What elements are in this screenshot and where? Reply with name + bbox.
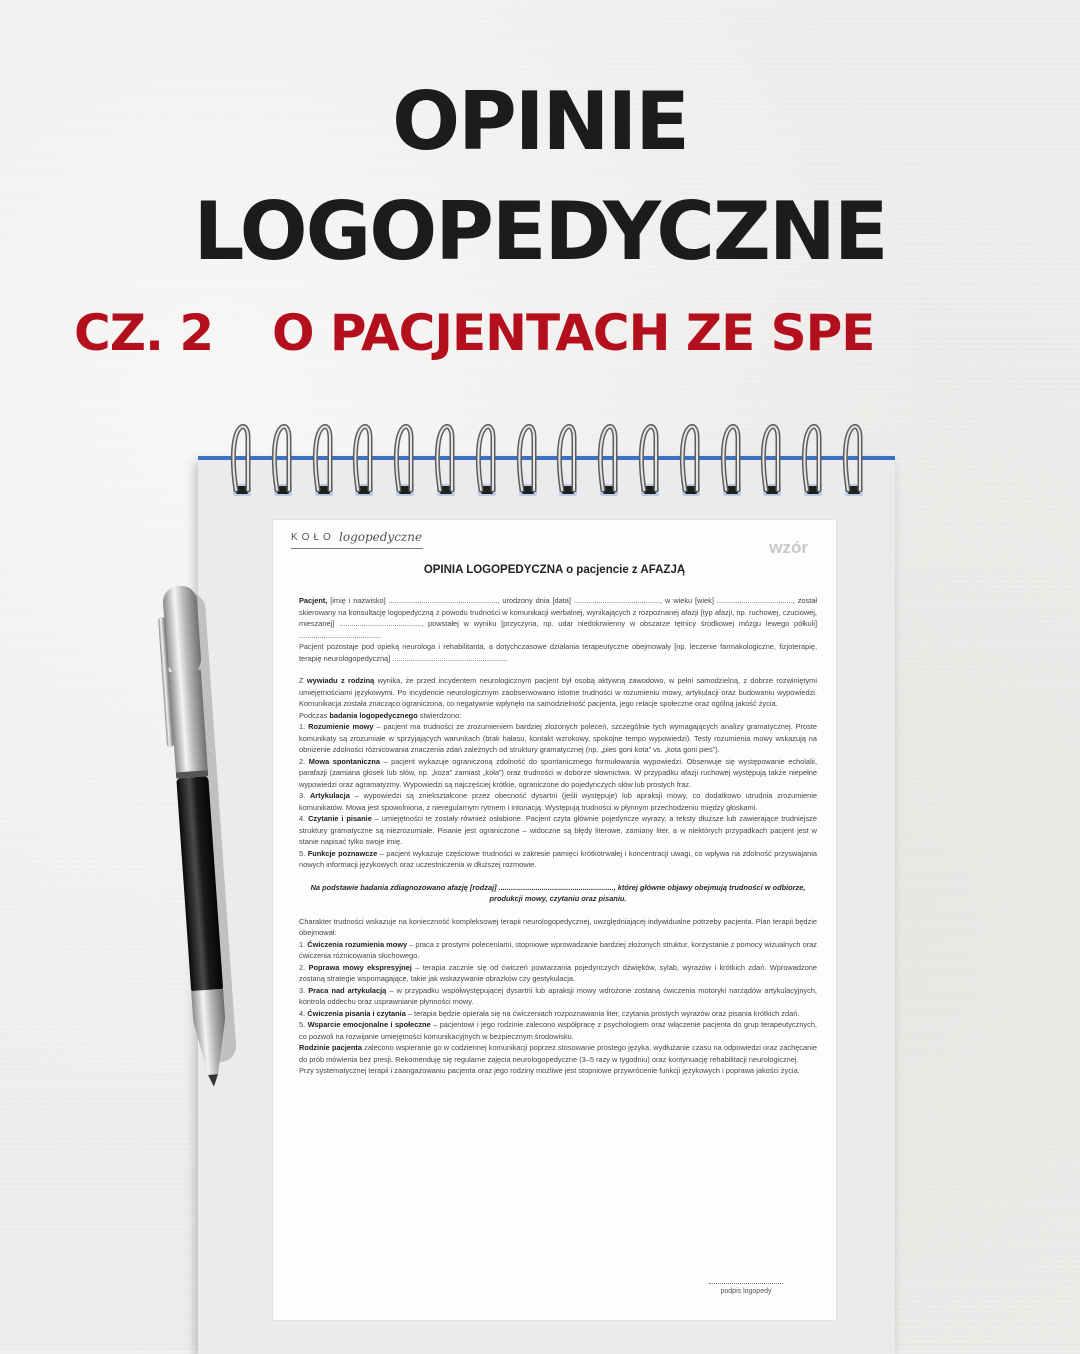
signature-label: podpis logopedy [720,1288,772,1295]
paragraph-family: Rodzinie pacjenta zalecono wspieranie go w codziennej komunikacji poprzez stosowanie prostego języka, wydłużanie czasu na odpowiedzi oraz zachęcanie do prób mówienia bez presji. Rekomenduję się regularne zajęcia neurologopedyczne (3–5 razy w tygodniu) oraz kontynuację rehabilitacji neurologicznej. [299,1043,817,1064]
binding-ring [393,424,417,500]
binding-ring [434,424,458,500]
title-line-2: LOGOPEDYCZNE [193,185,887,278]
finding-item: 3. Artykulacja – wypowiedzi są zniekształcone przez obecność dysartrii (jeśli występuje) lub apraksji mowy, co dodatkowo utrudnia zrozumienie komunikatów. Mowa jest spowolniona, z nieregularnym rytmem i intonacją. Występują trudności w płynnym przechodzeniu między głoskami. [299,791,817,812]
document-body [299,595,817,1077]
binding-ring [638,424,662,500]
finding-item: 4. Czytanie i pisanie – umiejętności te zostały również osłabione. Pacjent czyta głównie pojedyncze wyrazy, a teksty dłuższe lub zawierające trudniejsze struktury gramatyczne są niezrozumiałe. Pisanie jest ograniczone – widoczne są błędy literowe, zamiany liter, a w niektórych przypadkach pacjent jest w stanie napisać tylko swoje imię. [299,814,817,846]
diagnosis: Na podstawie badania zdiagnozowano afazję [rodzaj] ........................................................, której główne objawy obejmują trudności w odbiorze, produkcji mowy, czytaniu oraz pisaniu. [310,882,806,903]
pen-icon [150,575,250,1115]
binding-ring [801,424,825,500]
binding-ring [842,424,866,500]
binding-ring [597,424,621,500]
paragraph-exam-intro: Podczas badania logopedycznego stwierdzono: [299,710,462,720]
finding-item: 5. Funkcje poznawcze – pacjent wykazuje częściowe trudności w zakresie pamięci krótkotrwałej i koncentracji uwagi, co wpływa na zdolność przyswajania nowych informacji językowych oraz uczestniczenia w dłuższej rozmowie. [299,848,817,869]
binding-ring [760,424,784,500]
binding-ring [475,424,499,500]
plan-item: 4. Ćwiczenia pisania i czytania – terapia będzie opierała się na ćwiczeniach rozpoznawania liter, czytania prostych wyrazów oraz pisania krótkich zdań. [299,1008,800,1018]
paragraph-interview: Z wywiadu z rodziną wynika, że przed incydentem neurologicznym pacjent był osobą aktywną zawodowo, w pełni samodzielną, z dobrze rozwiniętymi umiejętnościami językowymi. Po incydencie neurologicznym zaobserwowano istotne trudności w rozumieniu mowy, artykulacji oraz budowaniu wypowiedzi. Komunikacja została znacząco ograniczona, co negatywnie wpłynęło na samodzielność pacjenta, jego relacje społeczne oraz ogólną jakość życia. [299,676,817,708]
binding-ring [556,424,580,500]
finding-item: 2. Mowa spontaniczna – pacjent wykazuje ograniczoną zdolność do spontanicznego formułowania wypowiedzi. Obserwuje się występowanie echolalii, parafazji (zamiana głosek lub słów, np. „koza” zamiast „koła”) oraz trudności w doborze słownictwa. W przypadku afazji ruchowej występują także niepełne wypowiedzi oraz agramatyzmy. Wypowiedzi są najczęściej krótkie, ograniczone do pojedynczych słów lub prostych fraz. [299,756,818,789]
plan-item: 2. Poprawa mowy ekspresyjnej – terapia zacznie się od ćwiczeń powtarzania pojedynczych dźwięków, sylab, wyrazów i krótkich zdań. Wprowadzone zostaną strategie wspomagające, takie jak wskazywanie obrazków czy gestykulacja. [299,962,818,983]
paragraph-therapy-intro: Charakter trudności wskazuje na konieczność kompleksowej terapii neurologopedycznej, uwzględniającej indywidualne potrzeby pacjenta. Plan terapii będzie obejmował: [299,916,817,937]
document-title: OPINIA LOGOPEDYCZNA o pacjencie z AFAZJĄ [423,564,686,576]
finding-item: 1. Rozumienie mowy – pacjent ma trudności ze zrozumieniem bardziej złożonych poleceń, szczególnie tych wymagających analizy gramatycznej. Proste komunikaty są zrozumiałe w sprzyjających warunkach (brak hałasu, kontakt wzrokowy, spokojne tempo wypowiedzi). Testy rozumienia mowy wskazują na obniżenie zdolności różnicowania znaczenia zdań zależnych od struktury gramatycznej (np. „pies goni kota” vs. „kota goni pies”). [299,722,817,754]
logo-underline [291,548,423,549]
binding-ring [679,424,703,500]
watermark: wzór [769,538,808,557]
plan-item: 3. Praca nad artykulacją – w przypadku współwystępującej dysartrii lub apraksji mowy wdrożone zostaną ćwiczenia motoryki narządów artykulacyjnych, kontrola oddechu oraz usprawnianie płynności mowy. [299,985,817,1006]
spiral-binding [230,424,870,504]
plan-item: 5. Wsparcie emocjonalne i społeczne – pacjentowi i jego rodzinie zalecono współpracę z psychologiem oraz włączenie pacjenta do grup terapeutycznych, co pozwoli na rozwijanie umiejętności komunikacyjnych w bezpiecznym środowisku. [299,1020,817,1041]
subtitle: O PACJENTACH ZE SPE [272,304,875,362]
part-label: CZ. 2 [74,304,214,362]
binding-ring [312,424,336,500]
binding-ring [271,424,295,500]
paragraph-care: Pacjent pozostaje pod opieką neurologa i rehabilitanta, a dotychczasowe działania terapeutyczne obejmowały [np. leczenie farmakologiczne, fizjoterapię, terapię neurologopedyczną] ........................................................ [299,642,817,663]
plan-item: 1. Ćwiczenia rozumienia mowy – praca z prostymi poleceniami, stopniowe wprowadzanie bardziej złożonych struktur, korzystanie z pomocy wizualnych oraz ćwiczenia różnicowania słuchowego. [299,939,817,960]
binding-ring [516,424,540,500]
binding-ring [352,424,376,500]
logo-script: logopedyczne [339,530,423,544]
signature-line [709,1283,783,1284]
title-line-1: OPINIE [392,75,688,168]
logo-word: KOŁO [291,532,335,543]
binding-ring [720,424,744,500]
paragraph-prognosis: Przy systematycznej terapii i zaangażowaniu pacjenta oraz jego rodziny możliwe jest stopniowe przywrócenie funkcji językowych i poprawa jakości życia. [299,1066,800,1075]
binding-ring [230,424,254,500]
document-page [273,520,836,1320]
paragraph-patient: Pacjent, [imię i nazwisko] ....................................................., urodzony dnia [data] .........................................., w wieku [wiek] ....................................., został skierowany na konsultację logopedyczną z powodu trudności w komunikacji werbalnej, wynikających z rozpoznanej afazji [typ afazji, np. ruchowej, czuciowej, mieszanej] ........................................, powstałej w wyniku [przyczyna, np. udar niedokrwienny w obszarze tętnicy środkowej mózgu lewego półkuli] ........................................ [299,596,817,640]
